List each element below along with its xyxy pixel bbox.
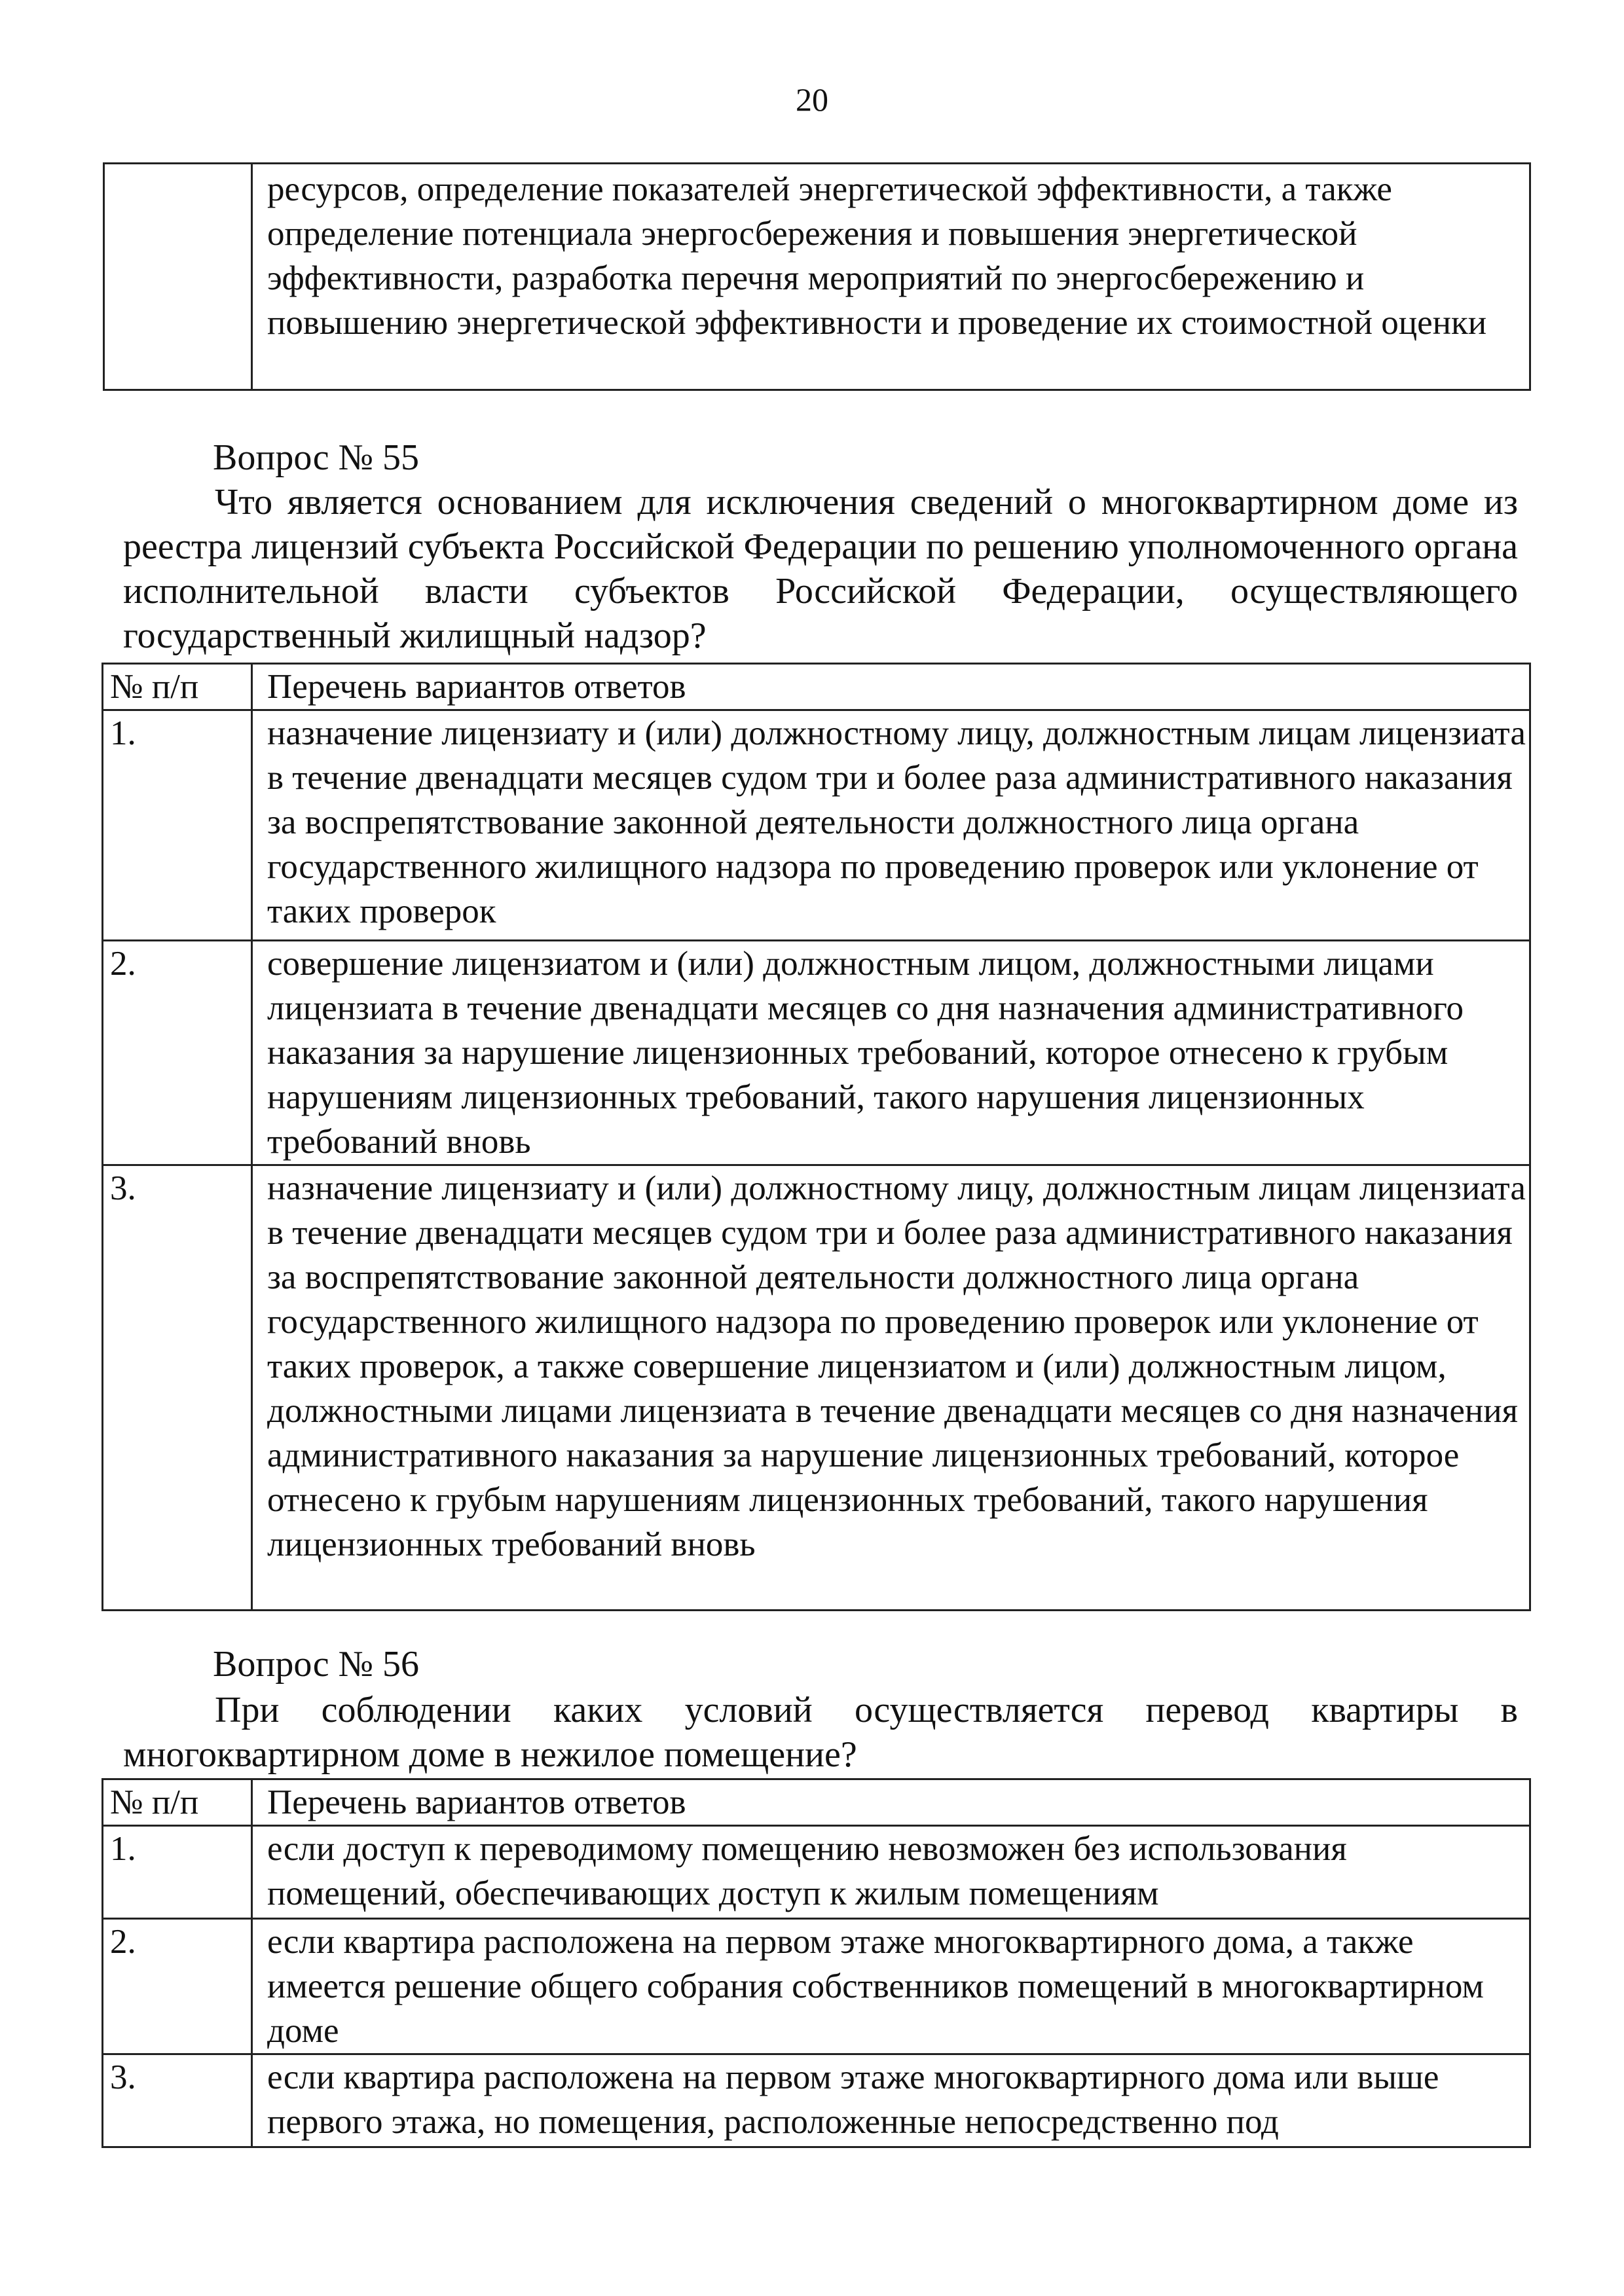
question-55-answers-table xyxy=(101,663,1531,1611)
answer-text: если квартира расположена на первом этаже многоквартирного дома или выше первого этажа, но помещения, расположенные непосредственно под xyxy=(252,2054,1530,2147)
col-num-header: № п/п xyxy=(103,664,252,710)
answer-number: 1. xyxy=(103,1826,252,1919)
question-55-text: Что является основанием для исключения сведений о многоквартирном доме из реестра лицензий субъекта Российской Федерации по решению уполномоченного органа исполнительной власти субъектов Российской Федерации, осуществляющего государственный жилищный надзор? xyxy=(123,482,1518,656)
answer-number: 2. xyxy=(103,941,252,1165)
answer-number: 1. xyxy=(103,710,252,941)
table-header-row xyxy=(103,664,1530,710)
answer-text: если квартира расположена на первом этаже многоквартирного дома, а также имеется решение общего собрания собственников помещений в многоквартирном доме xyxy=(252,1919,1530,2054)
answer-text: если доступ к переводимому помещению невозможен без использования помещений, обеспечивающих доступ к жилым помещениям xyxy=(252,1826,1530,1919)
answer-text: назначение лицензиату и (или) должностному лицу, должностным лицам лицензиата в течение двенадцати месяцев судом три и более раза административного наказания за воспрепятствование законной деятельности должностного лица органа государственного жилищного надзора по проведению проверок или уклонение от таких проверок, а также совершение лицензиатом и (или) должностным лицом, должностными лицами лицензиата в течение двенадцати месяцев со дня назначения административного наказания за нарушение лицензионных требований, которое отнесено к грубым нарушениям лицензионных требований, такого нарушения лицензионных требований вновь xyxy=(252,1165,1530,1611)
table-header-row xyxy=(103,1779,1530,1826)
col-num-header: № п/п xyxy=(103,1779,252,1826)
table-row xyxy=(103,1165,1530,1611)
col-answers-header: Перечень вариантов ответов xyxy=(252,664,1530,710)
table-row xyxy=(103,1919,1530,2054)
page-number: 20 xyxy=(796,81,828,118)
table-row xyxy=(103,2054,1530,2147)
answer-number: 3. xyxy=(103,1165,252,1611)
col-answers-header: Перечень вариантов ответов xyxy=(252,1779,1530,1826)
answer-text: совершение лицензиатом и (или) должностным лицом, должностными лицами лицензиата в течение двенадцати месяцев со дня назначения административного наказания за нарушение лицензионных требований, которое отнесено к грубым нарушениям лицензионных требований, такого нарушения лицензионных требований вновь xyxy=(252,941,1530,1165)
answer-text: назначение лицензиату и (или) должностному лицу, должностным лицам лицензиата в течение двенадцати месяцев судом три и более раза административного наказания за воспрепятствование законной деятельности должностного лица органа государственного жилищного надзора по проведению проверок или уклонение от таких проверок xyxy=(252,710,1530,941)
table-row xyxy=(103,710,1530,941)
question-55-heading: Вопрос № 55 xyxy=(213,437,419,478)
answer-number: 3. xyxy=(103,2054,252,2147)
table-row xyxy=(103,941,1530,1165)
question-56-heading: Вопрос № 56 xyxy=(213,1644,419,1685)
table-row xyxy=(103,1826,1530,1919)
continuation-num-cell xyxy=(104,164,252,390)
question-56-answers-table xyxy=(101,1778,1531,2148)
table-row xyxy=(104,164,1530,390)
question-56-text: При соблюдении каких условий осуществляется перевод квартиры в многоквартирном доме в нежилое помещение? xyxy=(123,1690,1518,1775)
continuation-table xyxy=(103,162,1531,391)
continuation-answer-text: ресурсов, определение показателей энергетической эффективности, а также определение потенциала энергосбережения и повышения энергетической эффективности, разработка перечня мероприятий по энергосбережению и повышению энергетической эффективности и проведение их стоимостной оценки xyxy=(252,164,1530,390)
answer-number: 2. xyxy=(103,1919,252,2054)
